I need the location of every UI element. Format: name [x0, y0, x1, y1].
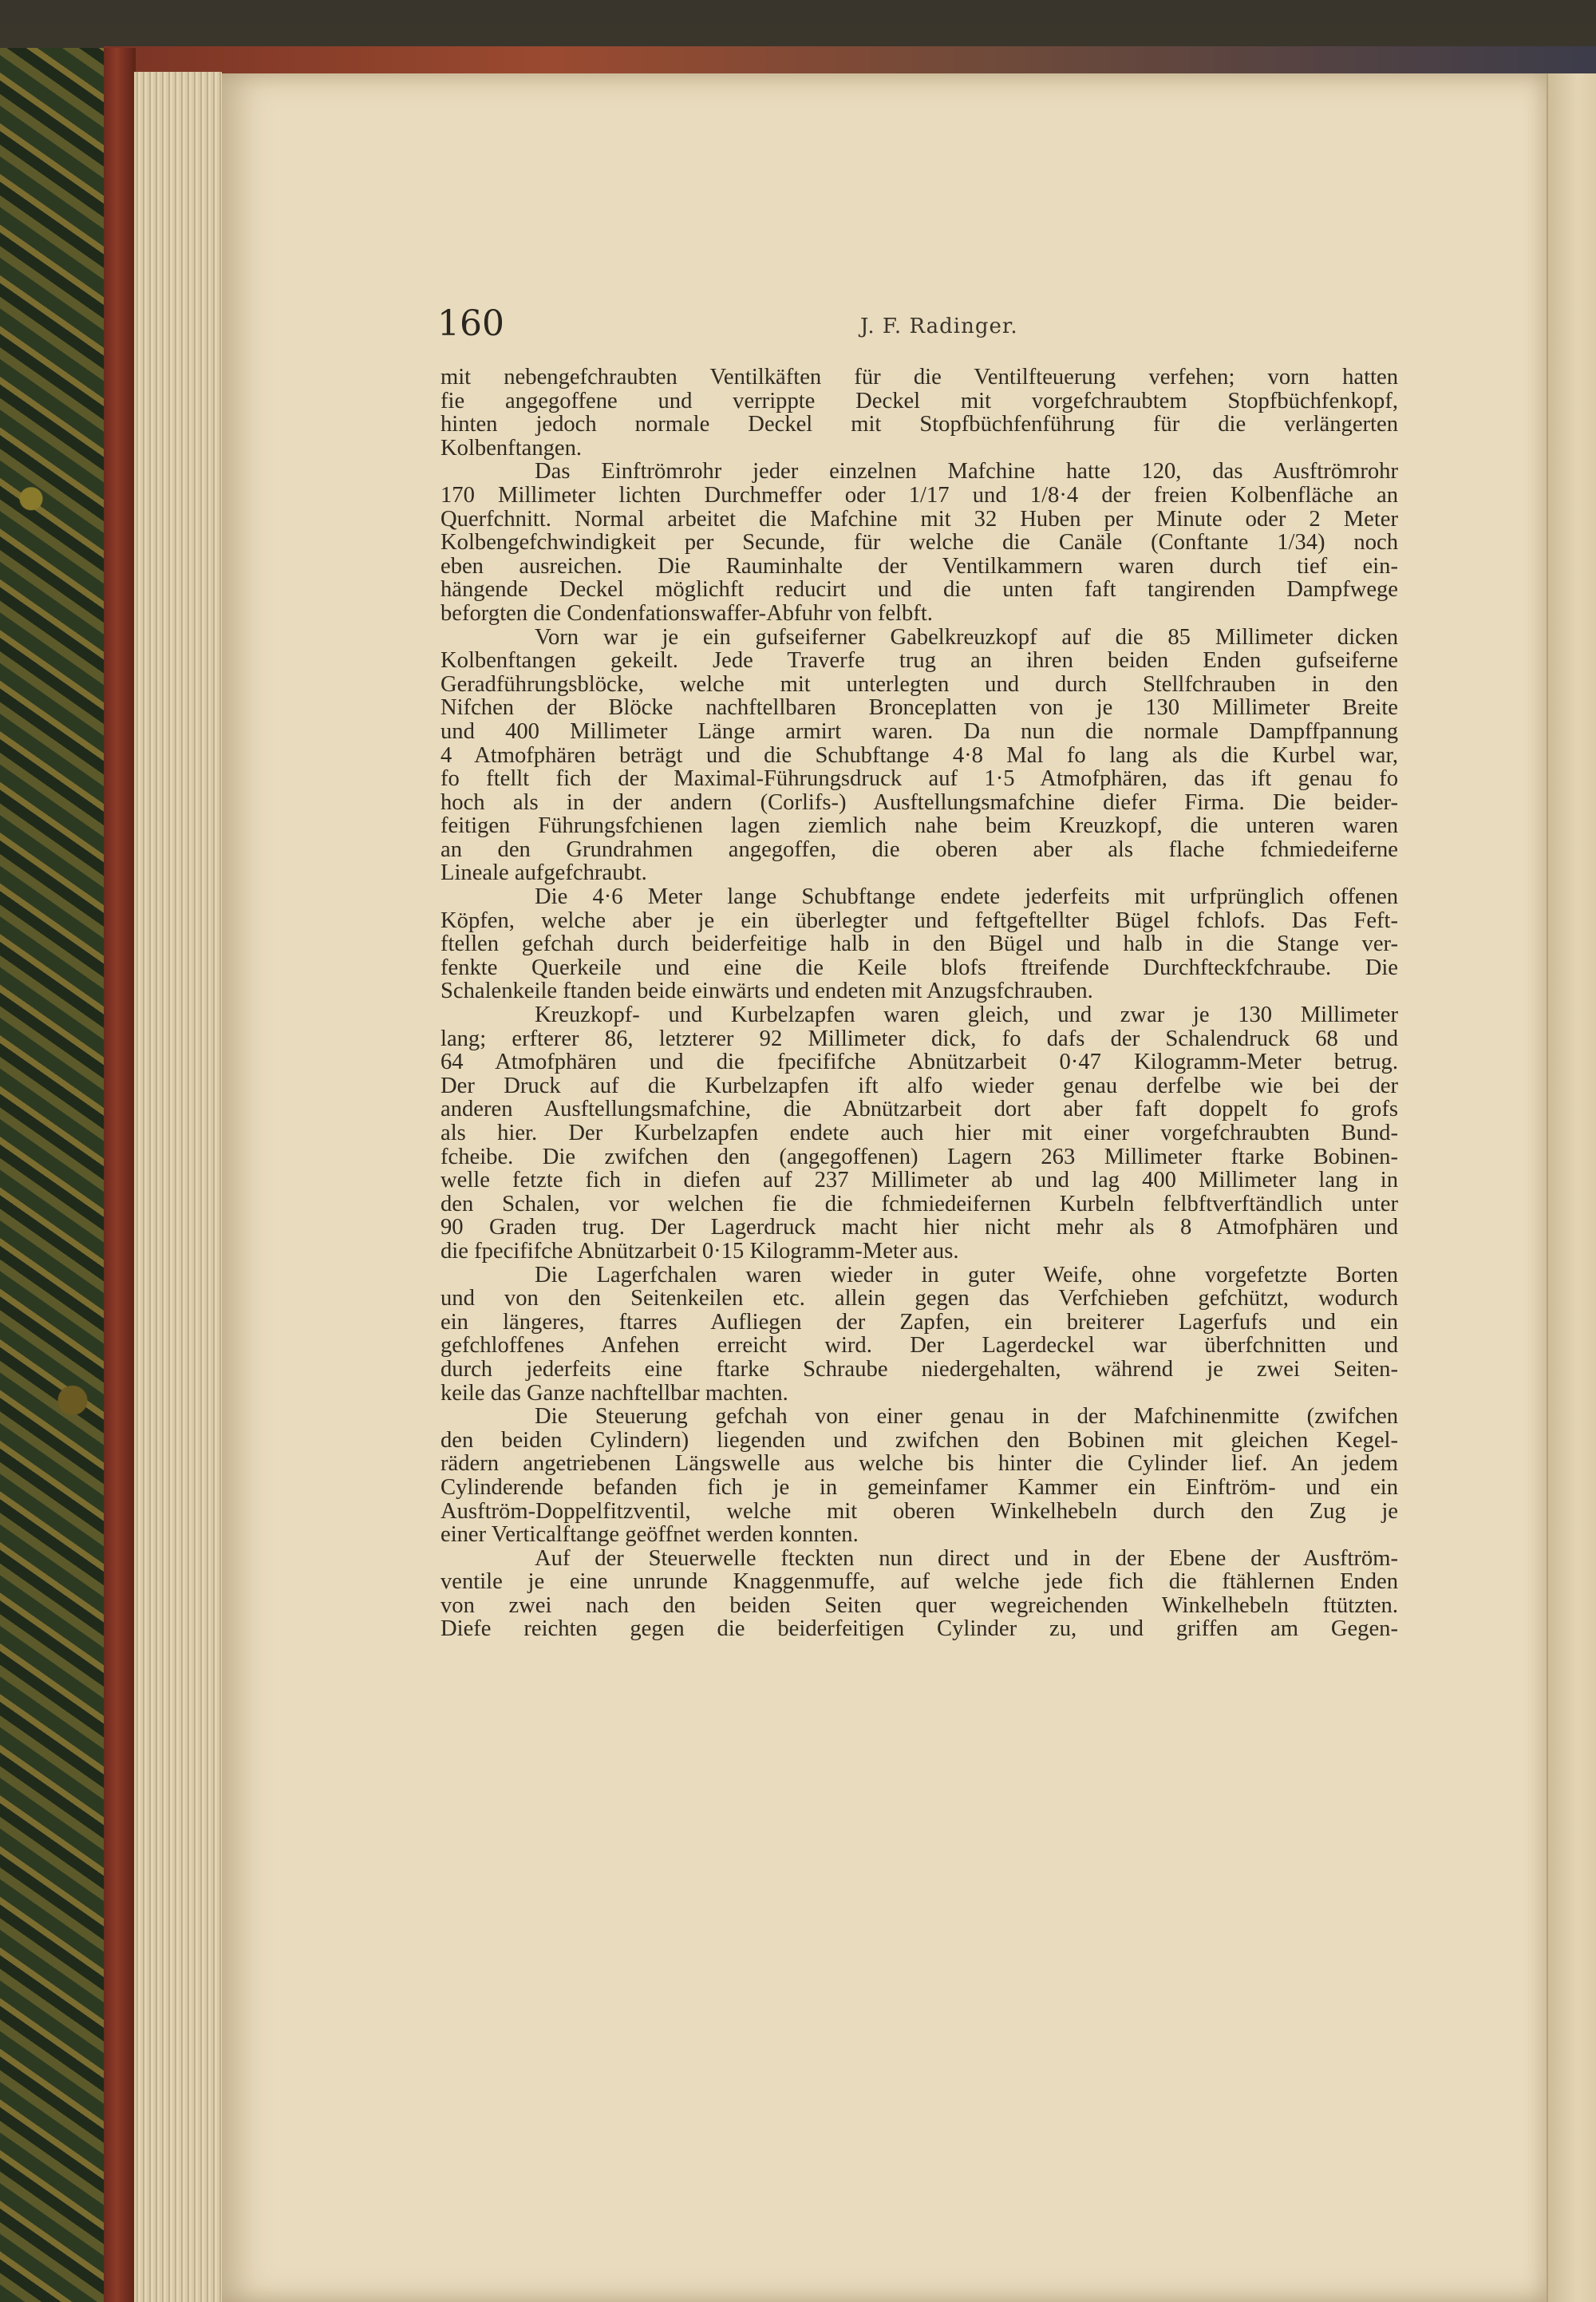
text-line: eben ausreichen. Die Rauminhalte der Ventilkammern waren durch tief ein- — [440, 553, 1398, 579]
body-text — [440, 366, 1398, 1641]
text-line: als hier. Der Kurbelzapfen endete auch hier mit einer vorgefchraubten Bund- — [440, 1121, 1398, 1145]
text-line: Köpfen, welche aber je ein überlegter und feftgeftellter Bügel fchlofs. Das Feft- — [440, 908, 1398, 933]
text-line: ein längeres, ftarres Aufliegen der Zapfen, ein breiterer Lagerfufs und ein — [440, 1309, 1398, 1335]
text-line: an den Grundrahmen angegoffen, die oberen aber als flache fchmiedeiferne — [440, 837, 1398, 862]
text-line: hinten jedoch normale Deckel mit Stopfbüchfenführung für die verlängerten — [440, 412, 1398, 437]
text-line: Kolbenftangen gekeilt. Jede Traverfe trug an ihren beiden Enden gufseiferne — [440, 648, 1398, 674]
text-line: den Schalen, vor welchen fie die fchmiedeifernen Kurbeln felbftverftändlich unter — [440, 1191, 1398, 1216]
text-line: 64 Atmofphären und die fpecififche Abnützarbeit 0·47 Kilogramm-Meter betrug. — [440, 1050, 1398, 1075]
page-header — [437, 303, 1507, 351]
page-stack-edge — [134, 72, 222, 2302]
text-line: Geradführungsblöcke, welche mit unterlegten und durch Stellfchrauben in den — [440, 671, 1398, 697]
text-line: welle fetzte fich in diefen auf 237 Millimeter ab und lag 400 Millimeter lang in — [440, 1168, 1398, 1193]
text-line: Vorn war je ein gufseiferner Gabelkreuzkopf auf die 85 Millimeter dicken — [535, 624, 1398, 650]
leather-spine-edge — [104, 48, 136, 2302]
text-line: Nifchen der Blöcke nachftellbaren Bronceplatten von je 130 Millimeter Breite — [440, 695, 1398, 721]
text-line: mit nebengefchraubten Ventilkäften für die Ventilfteuerung verfehen; vorn hatten — [440, 365, 1398, 390]
text-line: 170 Millimeter lichten Durchmeffer oder 1/17 und 1/8·4 der freien Kolbenfläche an — [440, 482, 1398, 508]
text-line: Querfchnitt. Normal arbeitet die Mafchine mit 32 Huben per Minute oder 2 Meter — [440, 506, 1398, 532]
text-line: rädern angetriebenen Längswelle aus welche bis hinter die Cylinder lief. An jedem — [440, 1451, 1398, 1477]
text-line: fie angegoffene und verrippte Deckel mit vorgefchraubtem Stopfbüchfenkopf, — [440, 388, 1398, 413]
text-line: Ausftröm-Doppelfitzventil, welche mit oberen Winkelhebeln durch den Zug je — [440, 1498, 1398, 1524]
text-line: Kreuzkopf- und Kurbelzapfen waren gleich, und zwar je 130 Millimeter — [535, 1003, 1398, 1028]
text-line: 4 Atmofphären beträgt und die Schubftange 4·8 Mal fo lang als die Kurbel war, — [440, 742, 1398, 768]
text-line: fo ftellt fich der Maximal-Führungsdruck auf 1·5 Atmofphären, das ift genau fo — [440, 766, 1398, 792]
text-line: und 400 Millimeter Länge armirt waren. Da nun die normale Dampffpannung — [440, 718, 1398, 744]
text-line: gefchloffenes Anfehen erreicht wird. Der Lagerdeckel war überfchnitten und — [440, 1333, 1398, 1359]
text-line: lang; erfterer 86, letzterer 92 Millimeter dick, fo dafs der Schalendruck 68 und — [440, 1026, 1398, 1051]
text-line: und von den Seitenkeilen etc. allein gegen das Verfchieben gefchützt, wodurch — [440, 1286, 1398, 1311]
text-line: fenkte Querkeile und eine die Keile blofs ftreifende Durchfteckfchraube. Die — [440, 955, 1398, 980]
text-line: beforgten die Condenfationswaffer-Abfuhr von felbft. — [440, 600, 933, 626]
text-line: Kolbenftangen. — [440, 435, 583, 461]
text-line: ftellen gefchah durch beiderfeitige halb in den Bügel und halb in die Stange ver- — [440, 931, 1398, 957]
text-line: Die 4·6 Meter lange Schubftange endete jederfeits mit urfprünglich offenen — [535, 884, 1398, 910]
marbled-cover — [0, 48, 107, 2302]
text-line: Das Einftrömrohr jeder einzelnen Mafchine hatte 120, das Ausftrömrohr — [535, 459, 1398, 485]
text-line: Kolbengefchwindigkeit per Secunde, für welche die Canäle (Conftante 1/34) noch — [440, 530, 1398, 556]
text-line: fcheibe. Die zwifchen den (angegoffenen) Lagern 263 Millimeter ftarke Bobinen- — [440, 1144, 1398, 1169]
text-line: Schalenkeile ftanden beide einwärts und endeten mit Anzugsfchrauben. — [440, 979, 1093, 1004]
text-line: Die Lagerfchalen waren wieder in guter Weife, ohne vorgefetzte Borten — [535, 1262, 1398, 1287]
text-line: feitigen Führungsfchienen lagen ziemlich nahe beim Kreuzkopf, die unteren waren — [440, 813, 1398, 839]
text-line: Lineale aufgefchraubt. — [440, 860, 647, 886]
facing-page-edge — [1547, 73, 1596, 2302]
text-line: anderen Ausftellungsmafchine, die Abnützarbeit dort aber faft doppelt fo grofs — [440, 1097, 1398, 1122]
running-head: J. F. Radinger. — [860, 314, 1018, 338]
text-line: 90 Graden trug. Der Lagerdruck macht hier nicht mehr als 8 Atmofphären und — [440, 1215, 1398, 1240]
text-line: keile das Ganze nachftellbar machten. — [440, 1380, 788, 1406]
page-number: 160 — [437, 303, 504, 344]
text-line: Die Steuerung gefchah von einer genau in der Mafchinenmitte (zwifchen — [535, 1404, 1398, 1430]
text-line: hängende Deckel möglichft reducirt und die unten faft tangirenden Dampfwege — [440, 577, 1398, 603]
text-line: den beiden Cylindern) liegenden und zwifchen den Bobinen mit gleichen Kegel- — [440, 1427, 1398, 1453]
text-line: einer Verticalftange geöffnet werden konnten. — [440, 1522, 859, 1548]
text-line: ventile je eine unrunde Knaggenmuffe, auf welche jede fich die ftählernen Enden — [440, 1569, 1398, 1595]
text-line: die fpecififche Abnützarbeit 0·15 Kilogramm-Meter aus. — [440, 1238, 959, 1264]
text-line: von zwei nach den beiden Seiten quer wegreichenden Winkelhebeln ftützten. — [440, 1592, 1398, 1618]
text-line: hoch als in der andern (Corlifs-) Ausftellungsmafchine diefer Firma. Die beider- — [440, 789, 1398, 815]
text-line: durch jederfeits eine ftarke Schraube niedergehalten, während je zwei Seiten- — [440, 1356, 1398, 1382]
text-line: Der Druck auf die Kurbelzapfen ift alfo wieder genau derfelbe wie bei der — [440, 1073, 1398, 1098]
text-line: Auf der Steuerwelle fteckten nun direct und in der Ebene der Ausftröm- — [535, 1545, 1398, 1571]
text-line: Diefe reichten gegen die beiderfeitigen Cylinder zu, und griffen am Gegen- — [440, 1616, 1398, 1642]
text-line: Cylinderende befanden fich je in gemeinfamer Kammer ein Einftröm- und ein — [440, 1474, 1398, 1500]
